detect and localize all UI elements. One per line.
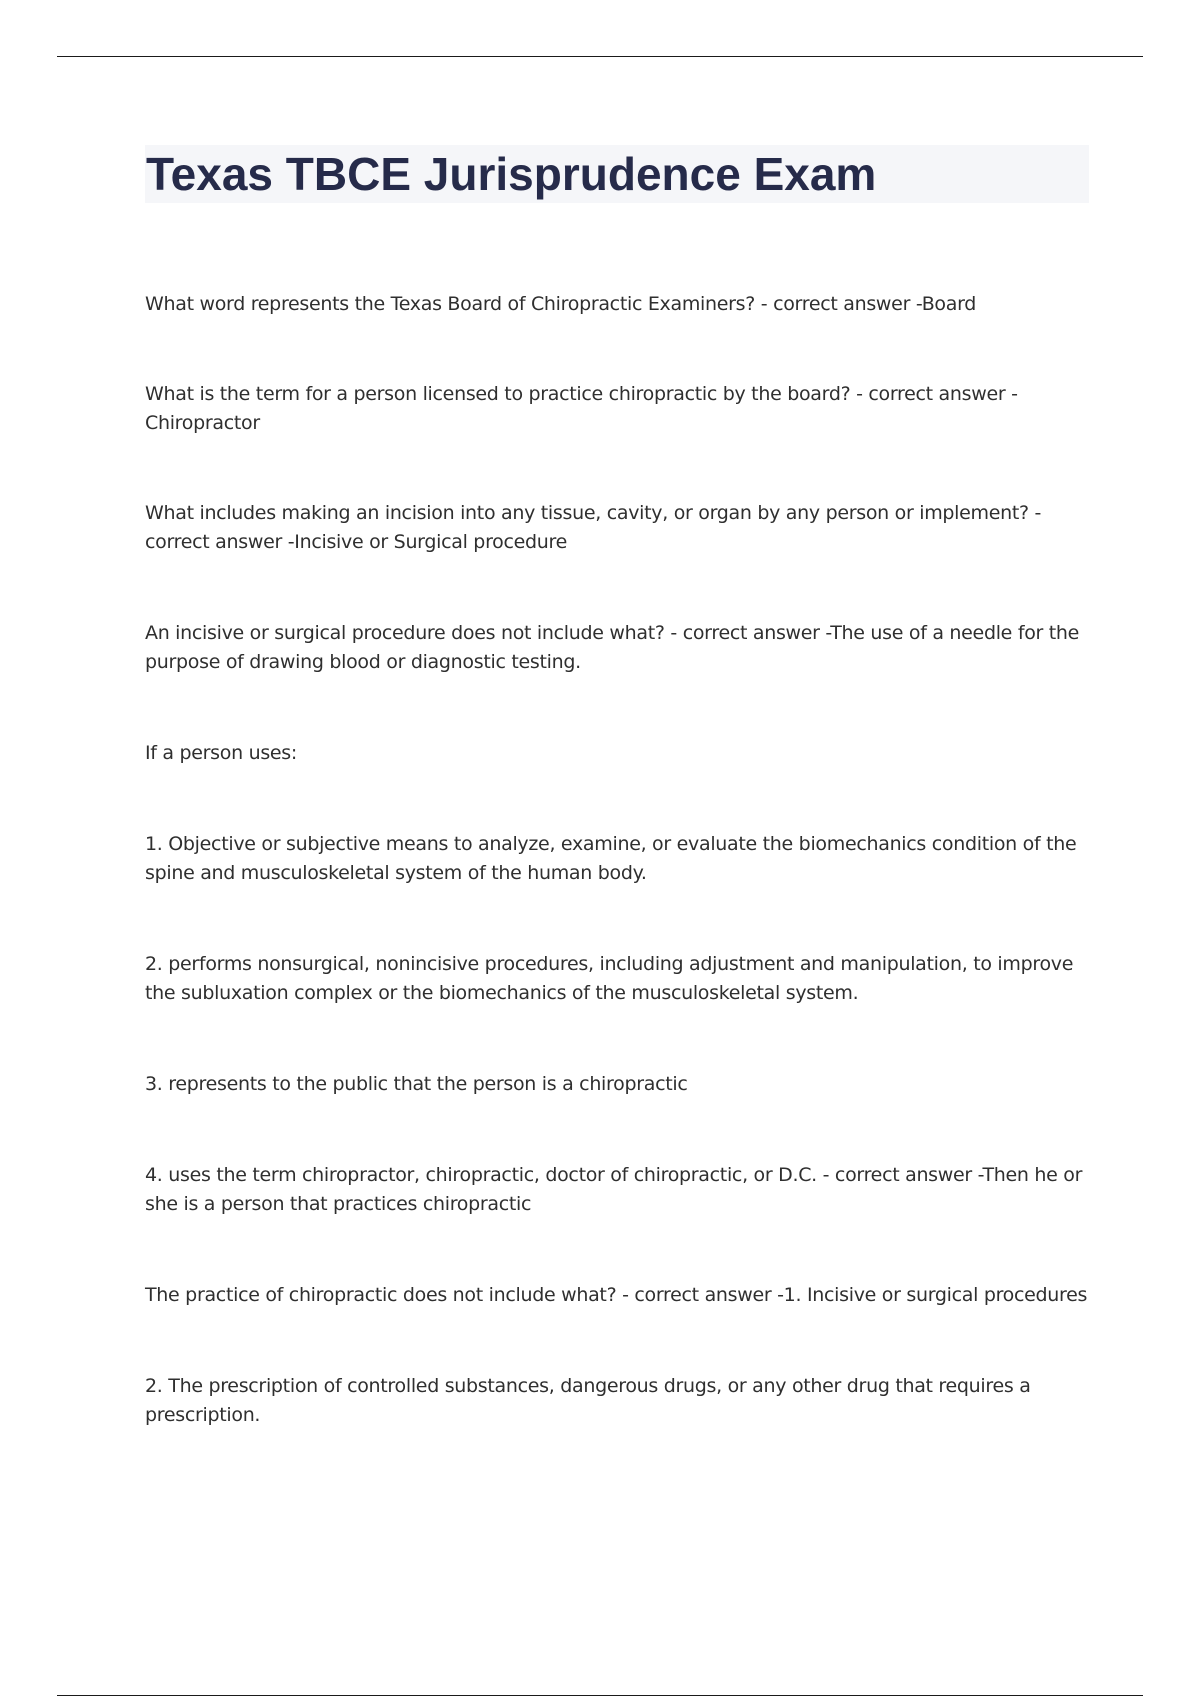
paragraph-q5-intro: If a person uses: <box>145 742 298 764</box>
paragraph-q6-item-2: 2. The prescription of controlled substances, dangerous drugs, or any other drug that requires a prescription. <box>145 1375 1031 1426</box>
paragraph-q4: An incisive or surgical procedure does not include what? - correct answer -The use of a needle for the purpose of drawing blood or diagnostic testing. <box>145 622 1080 673</box>
paragraph-q1: What word represents the Texas Board of Chiropractic Examiners? - correct answer -Board <box>145 293 977 315</box>
bottom-divider <box>57 1695 1143 1696</box>
paragraph-q5-item-4: 4. uses the term chiropractor, chiropractic, doctor of chiropractic, or D.C. - correct answer -Then he or she is a person that practices chiropractic <box>145 1164 1083 1215</box>
paragraph-q3: What includes making an incision into any tissue, cavity, or organ by any person or implement? - correct answer -Incisive or Surgical procedure <box>145 502 1042 553</box>
top-divider <box>57 56 1143 57</box>
paragraph-q2: What is the term for a person licensed to practice chiropractic by the board? - correct answer -Chiropractor <box>145 383 1018 434</box>
document-title: Texas TBCE Jurisprudence Exam <box>146 148 877 200</box>
paragraph-q6: The practice of chiropractic does not include what? - correct answer -1. Incisive or surgical procedures <box>145 1284 1088 1306</box>
paragraph-q5-item-2: 2. performs nonsurgical, nonincisive procedures, including adjustment and manipulation, to improve the subluxation complex or the biomechanics of the musculoskeletal system. <box>145 953 1074 1004</box>
paragraph-q5-item-3: 3. represents to the public that the person is a chiropractic <box>145 1073 688 1095</box>
paragraph-q5-item-1: 1. Objective or subjective means to analyze, examine, or evaluate the biomechanics condition of the spine and musculoskeletal system of the human body. <box>145 833 1077 884</box>
